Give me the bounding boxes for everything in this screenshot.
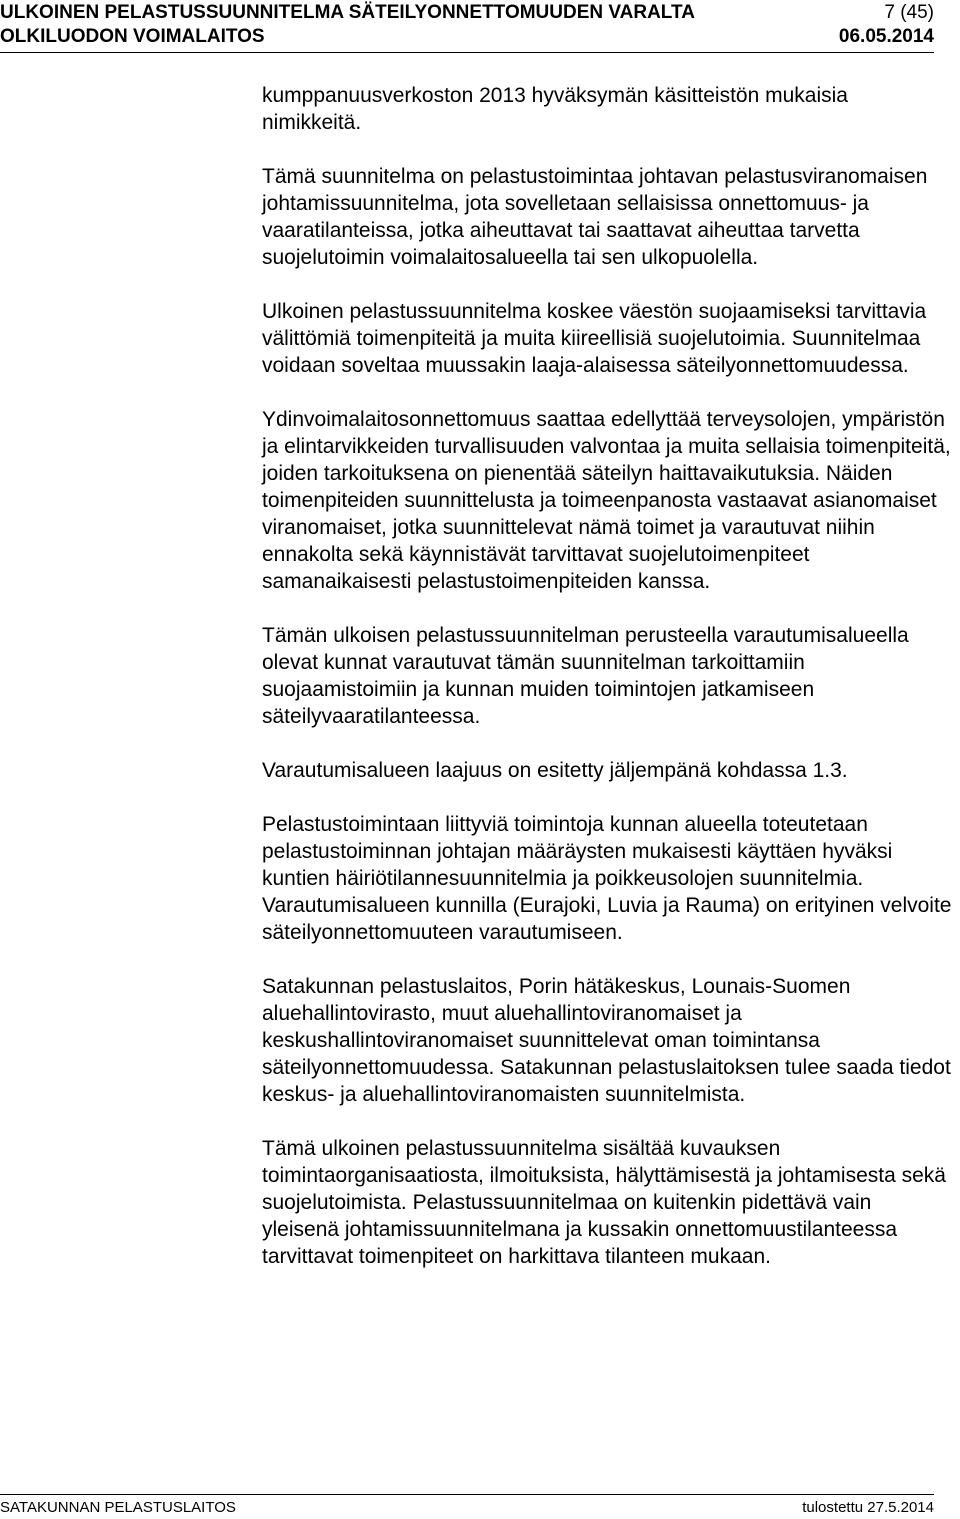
body-paragraph: Ydinvoimalaitosonnettomuus saattaa edellyttää terveysolojen, ympäristön ja elintarvikkeiden turvallisuuden valvontaa ja muita sellaisia toimenpiteitä, joiden tarkoituksena on pienentää säteilyn haittavaikutuksia. Näiden toimenpiteiden suunnittelusta ja toimeenpanosta vastaavat asianomaiset viranomaiset, jotka suunnittelevat nämä toimet ja varautuvat niihin ennakolta sekä käynnistävät tarvittavat suojelutoimenpiteet samanaikaisesti pelastustoimenpiteiden kanssa. bbox=[262, 408, 951, 593]
header-row-bottom bbox=[0, 25, 934, 49]
body-paragraph: Tämä ulkoinen pelastussuunnitelma sisältää kuvauksen toimintaorganisaatiosta, ilmoituksista, hälyttämisestä ja johtamisesta sekä suojelutoimista. Pelastussuunnitelmaa on kuitenkin pidettävä vain yleisenä johtamissuunnitelmana ja kussakin onnettomuustilanteessa tarvittavat toimenpiteet on harkittava tilanteen mukaan. bbox=[262, 1137, 946, 1268]
header-divider bbox=[0, 52, 934, 53]
organization-name: OLKILUODON VOIMALAITOS bbox=[0, 26, 265, 47]
body-paragraph: Pelastustoimintaan liittyviä toimintoja kunnan alueella toteutetaan pelastustoiminnan johtajan määräysten mukaisesti käyttäen hyväksi kuntien häiriötilannesuunnitelmia ja poikkeusolojen suunnitelmia. Varautumisalueen kunnilla (Eurajoki, Luvia ja Rauma) on erityinen velvoite säteilyonnettomuuteen varautumiseen. bbox=[262, 813, 952, 944]
page-footer bbox=[0, 1498, 934, 1518]
footer-divider bbox=[0, 1494, 934, 1495]
page-number: 7 (45) bbox=[884, 2, 934, 23]
header-row-top bbox=[0, 1, 934, 25]
page-header bbox=[0, 0, 960, 52]
body-paragraph: Satakunnan pelastuslaitos, Porin hätäkeskus, Lounais-Suomen aluehallintovirasto, muut aluehallintoviranomaiset ja keskushallintoviranomaiset suunnittelevat oman toimintansa säteilyonnettomuudessa. Satakunnan pelastuslaitoksen tulee saada tiedot keskus- ja aluehallintoviranomaisten suunnitelmista. bbox=[262, 975, 951, 1106]
body-paragraph: kumppanuusverkoston 2013 hyväksymän käsitteistön mukaisia nimikkeitä. bbox=[262, 84, 848, 134]
print-date: tulostettu 27.5.2014 bbox=[802, 1499, 934, 1516]
document-body bbox=[262, 82, 952, 1297]
body-paragraph: Tämä suunnitelma on pelastustoimintaa johtavan pelastusviranomaisen johtamissuunnitelma, jota sovelletaan sellaisissa onnettomuus- ja vaaratilanteissa, jotka aiheuttavat tai saattavat aiheuttaa tarvetta suojelutoimin voimalaitosalueella tai sen ulkopuolella. bbox=[262, 165, 928, 269]
document-date: 06.05.2014 bbox=[838, 26, 934, 47]
footer-organization: SATAKUNNAN PELASTUSLAITOS bbox=[0, 1499, 236, 1516]
body-paragraph: Ulkoinen pelastussuunnitelma koskee väestön suojaamiseksi tarvittavia välittömiä toimenpiteitä ja muita kiireellisiä suojelutoimia. Suunnitelmaa voidaan soveltaa muussakin laaja-alaisessa säteilyonnettomuudessa. bbox=[262, 300, 927, 377]
document-title: ULKOINEN PELASTUSSUUNNITELMA SÄTEILYONNETTOMUUDEN VARALTA bbox=[0, 2, 695, 23]
body-paragraph: Varautumisalueen laajuus on esitetty jäljempänä kohdassa 1.3. bbox=[262, 759, 848, 782]
body-paragraph: Tämän ulkoisen pelastussuunnitelman perusteella varautumisalueella olevat kunnat varautuvat tämän suunnitelman tarkoittamiin suojaamistoimiin ja kunnan muiden toimintojen jatkamiseen säteilyvaaratilanteessa. bbox=[262, 624, 909, 728]
